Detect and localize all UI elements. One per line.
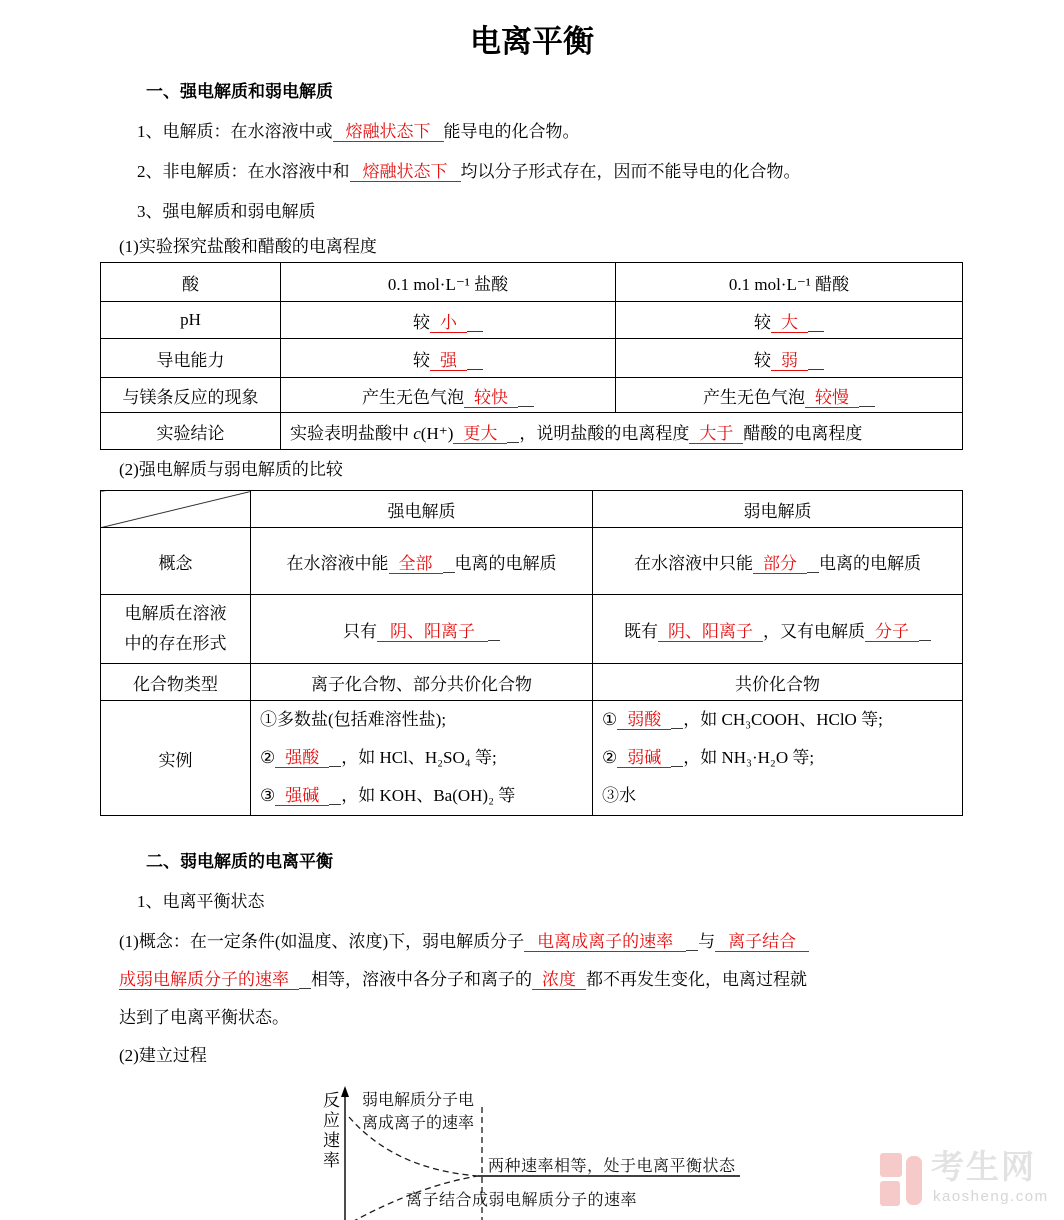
answer-blank: 熔融状态下 bbox=[350, 162, 461, 182]
blank-tail bbox=[919, 630, 931, 641]
section2-heading: 二、弱电解质的电离平衡 bbox=[146, 852, 333, 871]
blank-tail bbox=[329, 794, 341, 805]
cell-text: ② bbox=[602, 748, 618, 767]
cell-text: ①多数盐(包括难溶性盐); bbox=[260, 710, 447, 729]
header-cell: 0.1 mol·L⁻¹ 盐酸 bbox=[281, 263, 616, 302]
weak-cell bbox=[593, 528, 963, 595]
cell-text: ，又有电解质 bbox=[763, 621, 865, 641]
answer-blank: 阴、阳离子 bbox=[658, 622, 763, 642]
strong-cell bbox=[251, 595, 593, 664]
item2-pre: 2、非电解质：在水溶液中和 bbox=[137, 162, 350, 181]
row-label: 概念 bbox=[101, 528, 251, 595]
answer-blank: 弱碱 bbox=[617, 748, 671, 768]
cell-text: 产生无色气泡 bbox=[703, 387, 805, 407]
row-label-line: 电解质在溶液 bbox=[124, 604, 227, 623]
answer-blank: 电离成离子的速率 bbox=[524, 932, 686, 952]
row-label: 实验结论 bbox=[101, 413, 281, 450]
cell-text: 在水溶液中只能 bbox=[634, 553, 753, 573]
cell-text: 较 bbox=[754, 350, 771, 370]
watermark-site-domain: kaosheng.com bbox=[933, 1188, 1049, 1205]
table-row bbox=[101, 664, 963, 701]
hac-cell bbox=[616, 302, 963, 339]
paragraph-text: 相等，溶液中各分子和离子的 bbox=[311, 970, 532, 989]
example-line bbox=[260, 777, 588, 815]
paragraph-text: 都不再发生变化，电离过程就 bbox=[586, 970, 807, 989]
item-non-electrolyte bbox=[137, 152, 964, 192]
hac-cell bbox=[616, 378, 963, 413]
cell-text: 在水溶液中能 bbox=[286, 553, 389, 573]
ionization-equilibrium-diagram bbox=[300, 1085, 790, 1220]
process-subtitle: (2)建立过程 bbox=[119, 1046, 207, 1065]
blank-tail bbox=[488, 630, 500, 641]
equilibrium-annotation: 两种速率相等，处于电离平衡状态 bbox=[488, 1158, 736, 1175]
strong-cell: 离子化合物、部分共价化合物 bbox=[251, 664, 593, 701]
hac-cell bbox=[616, 339, 963, 378]
y-axis-label: 反应速率 bbox=[320, 1091, 339, 1171]
hcl-cell bbox=[281, 302, 616, 339]
cell-text: ② bbox=[260, 748, 276, 767]
answer-blank: 强酸 bbox=[275, 748, 329, 768]
answer-blank: 较慢 bbox=[805, 388, 859, 408]
kaosheng-watermark bbox=[878, 1150, 1058, 1214]
comparison-subtitle: (2)强电解质与弱电解质的比较 bbox=[119, 460, 343, 479]
page-title: 电离平衡 bbox=[470, 24, 594, 59]
recombination-curve-label: 离子结合成弱电解质分子的速率 bbox=[406, 1192, 638, 1209]
blank-tail bbox=[299, 978, 311, 989]
item1-post: 能导电的化合物。 bbox=[443, 122, 580, 141]
item-strong-weak: 3、强电解质和弱电解质 bbox=[137, 202, 316, 221]
answer-blank: 大 bbox=[771, 313, 808, 333]
answer-blank: 分子 bbox=[865, 622, 919, 642]
document-body bbox=[0, 72, 1064, 1075]
cell-text: 较 bbox=[413, 312, 430, 332]
item2-post: 均以分子形式存在，因而不能导电的化合物。 bbox=[460, 162, 801, 181]
strong-cell bbox=[251, 528, 593, 595]
answer-blank: 熔融状态下 bbox=[333, 122, 444, 142]
watermark-logo-icon bbox=[906, 1156, 922, 1205]
cell-text: 较 bbox=[754, 312, 771, 332]
example-line bbox=[602, 739, 958, 777]
blank-tail bbox=[807, 562, 819, 573]
answer-blank: 离子结合 bbox=[715, 932, 809, 952]
table-row bbox=[101, 413, 963, 450]
weak-cell: 共价化合物 bbox=[593, 664, 963, 701]
weak-cell bbox=[593, 701, 963, 816]
item-equilibrium-state: 1、电离平衡状态 bbox=[137, 892, 265, 911]
item-electrolyte bbox=[137, 112, 964, 152]
example-line bbox=[260, 701, 588, 739]
blank-tail bbox=[329, 756, 341, 767]
answer-blank: 阴、阳离子 bbox=[377, 622, 488, 642]
answer-blank: 全部 bbox=[389, 554, 443, 574]
header-cell: 0.1 mol·L⁻¹ 醋酸 bbox=[616, 263, 963, 302]
answer-blank: 强 bbox=[430, 351, 467, 371]
cell-text: ，如 NH₃·H₂O 等; bbox=[683, 748, 815, 767]
example-line bbox=[602, 777, 958, 815]
cell-text: ③水 bbox=[602, 786, 636, 805]
row-label: 导电能力 bbox=[101, 339, 281, 378]
answer-blank: 浓度 bbox=[532, 970, 586, 990]
paragraph-text: 达到了电离平衡状态。 bbox=[119, 1008, 289, 1027]
watermark-logo-icon bbox=[880, 1181, 900, 1206]
ionization-curve-label-line1: 弱电解质分子电 bbox=[362, 1092, 475, 1109]
blank-tail bbox=[467, 321, 483, 332]
acid-comparison-table bbox=[100, 262, 963, 450]
blank-tail bbox=[671, 756, 683, 767]
hcl-cell bbox=[281, 339, 616, 378]
blank-tail bbox=[808, 359, 824, 370]
weak-cell bbox=[593, 595, 963, 664]
watermark-logo-icon bbox=[880, 1153, 902, 1177]
table-row bbox=[101, 339, 963, 378]
row-label: 实例 bbox=[101, 701, 251, 816]
row-label: 化合物类型 bbox=[101, 664, 251, 701]
watermark-site-name: 考生网 bbox=[931, 1150, 1036, 1186]
row-label bbox=[101, 595, 251, 664]
cell-text: ① bbox=[602, 710, 618, 729]
answer-blank: 小 bbox=[430, 313, 467, 333]
item1-pre: 1、电解质：在水溶液中或 bbox=[137, 122, 333, 141]
table-row bbox=[101, 378, 963, 413]
table-row bbox=[101, 595, 963, 664]
paragraph-text: 与 bbox=[698, 932, 716, 951]
paragraph-text: (1)概念：在一定条件(如温度、浓度)下，弱电解质分子 bbox=[119, 932, 525, 951]
blank-tail bbox=[467, 359, 483, 370]
cell-text: 只有 bbox=[343, 621, 377, 641]
answer-blank: 成弱电解质分子的速率 bbox=[119, 970, 299, 990]
blank-tail bbox=[686, 940, 698, 951]
row-label-line: 中的存在形式 bbox=[124, 634, 227, 653]
blank-tail bbox=[859, 396, 875, 407]
cell-text: 醋酸的电离程度 bbox=[743, 423, 863, 443]
electrolyte-comparison-table bbox=[100, 490, 963, 816]
cell-text: 较 bbox=[413, 350, 430, 370]
answer-blank: 较快 bbox=[464, 388, 518, 408]
table-row bbox=[101, 302, 963, 339]
hcl-cell bbox=[281, 378, 616, 413]
table-row bbox=[101, 701, 963, 816]
row-label: pH bbox=[101, 302, 281, 339]
table-row bbox=[101, 263, 963, 302]
cell-text: 既有 bbox=[624, 621, 658, 641]
answer-blank: 大于 bbox=[689, 424, 743, 444]
blank-tail bbox=[507, 432, 519, 443]
table-row bbox=[101, 491, 963, 528]
cell-text: ，如 HCl、H₂SO₄ 等; bbox=[341, 748, 497, 767]
cell-text: 电离的电解质 bbox=[454, 553, 557, 573]
concentration-symbol: c bbox=[413, 423, 421, 443]
diagonal-header-cell bbox=[101, 491, 251, 528]
blank-tail bbox=[671, 718, 683, 729]
cell-text: ，说明盐酸的电离程度 bbox=[519, 423, 690, 443]
example-line bbox=[602, 701, 958, 739]
cell-text: ③ bbox=[260, 786, 276, 805]
cell-text: ，如 CH₃COOH、HClO 等; bbox=[683, 710, 883, 729]
row-label: 与镁条反应的现象 bbox=[101, 378, 281, 413]
y-axis-arrow-icon bbox=[341, 1086, 349, 1097]
blank-tail bbox=[808, 321, 824, 332]
blank-tail bbox=[518, 396, 534, 407]
header-cell: 弱电解质 bbox=[593, 491, 963, 528]
concept-paragraph bbox=[119, 923, 964, 1037]
cell-text: 实验表明盐酸中 bbox=[290, 423, 414, 443]
header-cell: 酸 bbox=[101, 263, 281, 302]
ionization-curve-label-line2: 离成离子的速率 bbox=[362, 1115, 475, 1132]
answer-blank: 弱酸 bbox=[617, 710, 671, 730]
section1-heading: 一、强电解质和弱电解质 bbox=[146, 82, 333, 101]
cell-text: 产生无色气泡 bbox=[362, 387, 464, 407]
experiment-subtitle: (1)实验探究盐酸和醋酸的电离程度 bbox=[119, 237, 377, 256]
cell-text: ，如 KOH、Ba(OH)₂ 等 bbox=[341, 786, 516, 805]
answer-blank: 部分 bbox=[753, 554, 807, 574]
example-line bbox=[260, 739, 588, 777]
formula-text: (H⁺) bbox=[420, 423, 454, 443]
answer-blank: 更大 bbox=[453, 424, 507, 444]
table-row bbox=[101, 528, 963, 595]
conclusion-cell bbox=[281, 413, 963, 450]
answer-blank: 强碱 bbox=[275, 786, 329, 806]
strong-cell bbox=[251, 701, 593, 816]
blank-tail bbox=[443, 562, 455, 573]
header-cell: 强电解质 bbox=[251, 491, 593, 528]
cell-text: 电离的电解质 bbox=[819, 553, 921, 573]
answer-blank: 弱 bbox=[771, 351, 808, 371]
